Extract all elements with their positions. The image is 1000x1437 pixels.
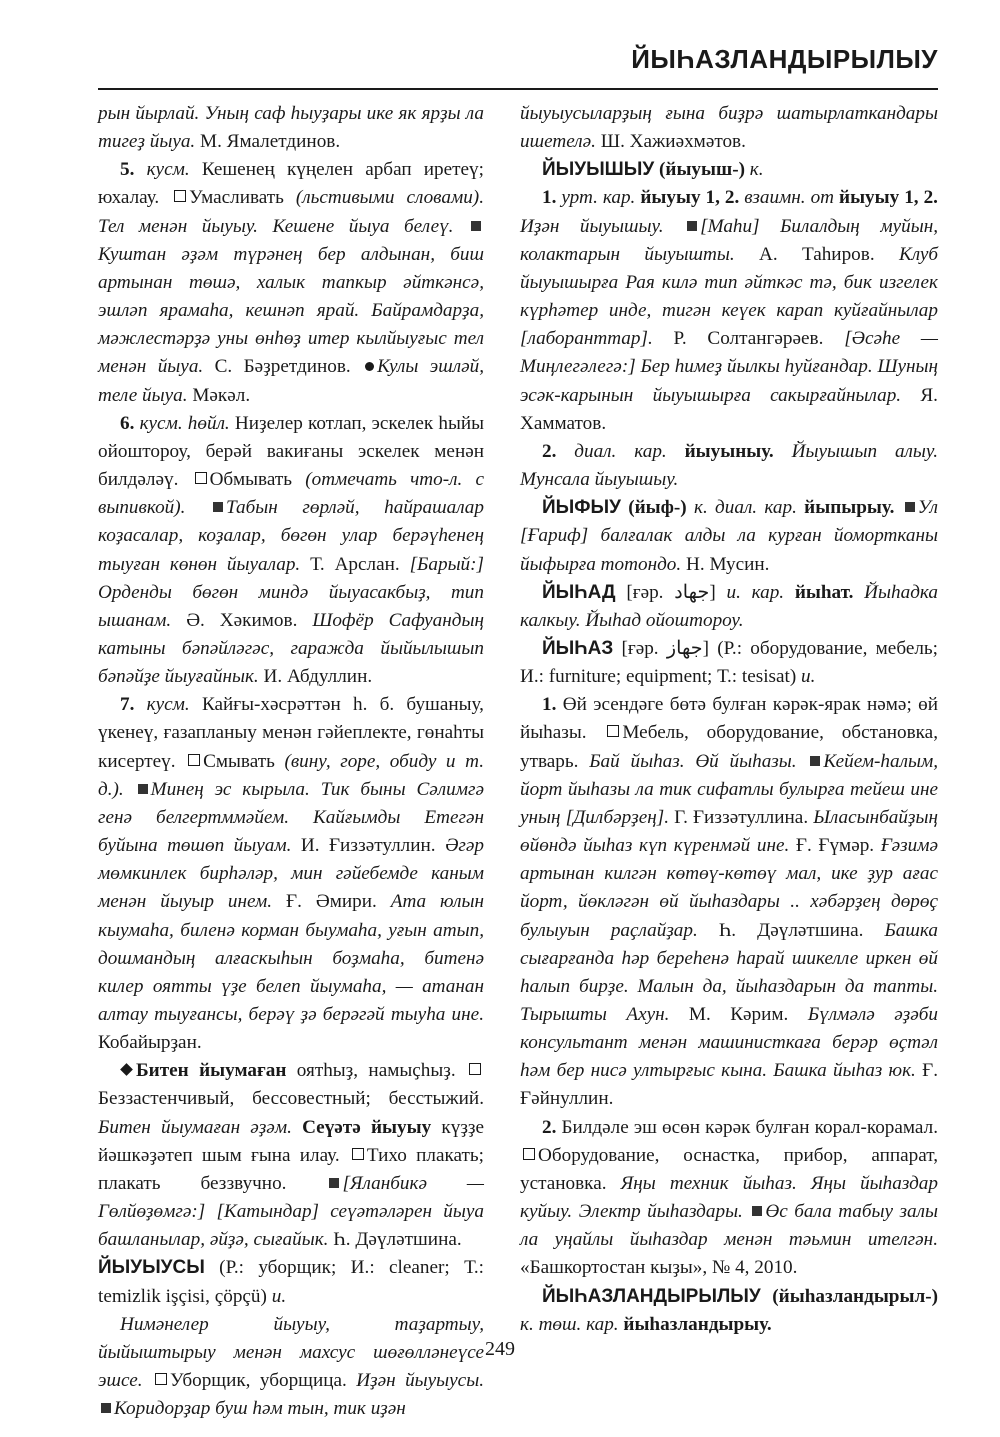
- translation-box-icon: [607, 725, 619, 737]
- example: Бай йыһаз. Өй йыһазы.: [589, 750, 797, 772]
- example-square-icon: [138, 784, 148, 794]
- definition: Кешенең күңелен арбап иретеү; юхалау.: [98, 159, 484, 209]
- label: и. кар.: [726, 581, 785, 603]
- idiom: Битен йыумаған: [136, 1060, 287, 1082]
- example: [Маһи] Билалдың муйын, колактарын йыуышты.: [520, 215, 939, 265]
- etymology: [ғәр.: [613, 637, 667, 659]
- label: кусм.: [134, 159, 190, 181]
- author: Ғ. Ғәйнуллин.: [520, 1060, 939, 1110]
- author: Я. Хамматов.: [520, 384, 938, 434]
- sense-2: [520, 438, 938, 494]
- author: М. Ямалетдинов.: [195, 131, 341, 153]
- definition: Билдәле эш өсөн кәрәк булған корал-корамал.: [556, 1116, 938, 1138]
- example: [Яланбикә — Гөлйөҙөмгә:] [Катындар] сеүәтәләрен йыуа башланылар, әйҙә, сығайык.: [98, 1172, 484, 1251]
- headword-entry: [520, 1283, 938, 1339]
- quote: рын йырлай. Уның саф һыуҙары ике як ярҙы ла тигеҙ йыуа.: [98, 103, 484, 153]
- example-square-icon: [329, 1178, 339, 1188]
- label: кусм. һөйл.: [134, 412, 230, 434]
- translation: Умасливать: [189, 187, 296, 209]
- sense-number: 7.: [120, 694, 135, 716]
- example: Яңы техник йыһаз. Яңы йыһаздар куйыу. Электр йыһаздары.: [520, 1172, 938, 1223]
- reference: йыпырыу.: [796, 497, 895, 519]
- author: Ә. Хәкимов.: [171, 609, 313, 631]
- arabic-word: جهاز: [666, 637, 703, 659]
- example: [Барый:] Орденды бөгөн миндә йыуасакбыҙ, тип ышанам.: [98, 553, 485, 631]
- sense-number: 1.: [542, 694, 557, 716]
- right-column: [520, 100, 938, 1339]
- translation: Обмывать: [209, 469, 306, 491]
- source: Кобайырҙан.: [98, 1032, 202, 1054]
- author: И. Абдуллин.: [258, 666, 373, 688]
- example: Ғәзимә артынан килгән көтөү-көтөү мал, ике ҙур ағас йорт, йөкләгән өй йыһаздары .. хәбәрҙең дөрөҫ булыуын раҫлайҙар.: [520, 835, 938, 941]
- translation-box-icon: [155, 1373, 167, 1385]
- sense-number: 6.: [120, 412, 135, 434]
- translation-box-icon: [523, 1148, 535, 1160]
- example-square-icon: [687, 221, 697, 231]
- sense-5: [98, 156, 484, 409]
- translation-note: (вину, горе, обиду и т. д.).: [98, 750, 484, 800]
- author: Һ. Дәүләтшина.: [328, 1229, 462, 1251]
- translation: Тихо плакать; плакать беззвучно.: [98, 1144, 484, 1194]
- example: Ыласынбайҙың өйөндә йыһаз күп күренмәй ине.: [520, 806, 938, 857]
- sense-number: 5.: [120, 159, 135, 181]
- translation: Уборщик, уборщица.: [169, 1370, 357, 1392]
- translation-box-icon: [188, 754, 200, 766]
- headword-entry: [520, 635, 938, 691]
- definition: күҙҙе йәшкәҙәтеп шым ғына илау.: [98, 1116, 484, 1166]
- example: Табын гөрләй, һайрашалар коҙасалар, коҙалар, бөгөн улар берәүһенең тыуған көнөн йыуалар.: [98, 497, 484, 575]
- example: Кейем-һалым, йорт йыһазы ла тик сифатлы булырға тейеш ине уның [Дилбәрҙең].: [520, 750, 938, 828]
- translation-box-icon: [469, 1063, 481, 1075]
- author: Н. Мусин.: [681, 553, 770, 575]
- author: Р. Солтангәрәев.: [652, 328, 845, 350]
- example: Башка сығарғанда һәр береһенә һарай шикелле иркен өй һалып бирҙе. Малын да, йыһаздарын да тапты. Тырышты Ахун.: [520, 919, 938, 1025]
- header-rule: [98, 88, 938, 90]
- sense-7: [98, 691, 484, 1057]
- sense-number: 2.: [542, 1116, 557, 1138]
- headword: ЙЫҺАД: [542, 581, 616, 603]
- page-number: 249: [485, 1338, 515, 1360]
- translation-note: (отмечать что-л. с выпивкой).: [98, 469, 484, 519]
- sense-number: 1.: [542, 187, 557, 209]
- translation: Беззастенчивый, бессовестный; бесстыжий.: [98, 1088, 484, 1110]
- example: [Әсәһе — Миңлегәлегә:] Бер һимеҙ йылкы һуйғандар. Шуның эсәк-карынын йыуышырға сакырғайнылар.: [520, 328, 939, 406]
- headword-entry: [520, 494, 938, 578]
- example: Йыһадка калкыу. Йыһад ойоштороу.: [520, 581, 939, 631]
- example: Клуб йыуышырға Рая килә тип әйткәс тә, бик изгелек күрһәтер инде, тигән кеүек карап куйғайнылар [лаборанттар].: [520, 243, 938, 350]
- definition: Өй эсендәге бөтә булған кәрәк-ярак нәмә; өй йыһазы.: [520, 694, 938, 744]
- example: Өс бала табыу залы ла уңайлы йыһаздар менән тәьмин ителгән.: [520, 1201, 938, 1251]
- definition: Кайғы-хәсрәттән һ. б. бушаныу, үкенеү, ғазапланыу менән гәйеплекте, гөнаһты кисертеү.: [98, 694, 484, 772]
- definition: Нимәнелер йыуыу, таҙартыу, йыйыштырыу менән махсус шөғөлләнеүсе эшсе.: [98, 1313, 484, 1392]
- author: М. Кәрим.: [669, 1004, 808, 1025]
- idiom-paragraph: [98, 1057, 484, 1254]
- label: кусм.: [134, 694, 190, 716]
- proverb-dot-icon: [365, 362, 374, 371]
- entry-paragraph: [520, 100, 938, 156]
- author: С. Бәҙретдинов.: [203, 356, 363, 378]
- reference: йыуыу 1, 2.: [834, 187, 938, 209]
- definition: Ниҙелер котлап, эскелек һыйы ойоштороу, берәй вакиғаны эскелек менән билдәләү.: [98, 412, 484, 491]
- headword: ЙЫУЫШЫУ: [542, 159, 655, 181]
- example: Битен йыумаған әҙәм.: [98, 1116, 292, 1138]
- definition-paragraph: [98, 1311, 484, 1424]
- author: Ғ. Әмири.: [272, 891, 391, 913]
- headword-entry: [520, 156, 938, 184]
- example: Ата юлын кыумаһа, биленә корман быумаһа, уғын атып, дошмандың алғаскыһын боҙмаһа, битенә килер оятты үҙе белеп йыумаһа, — атанан алтау тыуғансы, берәү ҙә берәгәй тыуһа ине.: [98, 891, 484, 1025]
- example: Минең эс кырыла. Тик быны Сәлимгә генә белгертммәйем. Кайғымды Етегән буйына төшөп йыуам.: [98, 778, 484, 857]
- example: Бүлмәлә әҙәби консультант менән машинисткаға берәр өҫтәл һәм бер нисә ултырғыс кына. Башка йыһаз юк.: [520, 1004, 938, 1082]
- translation: Мебель, оборудование, обстановка, утварь.: [520, 722, 938, 772]
- example-square-icon: [810, 756, 820, 766]
- translation-box-icon: [352, 1148, 364, 1160]
- label: к. диал. кар.: [693, 497, 797, 519]
- reference: йыуыу 1, 2.: [635, 187, 740, 209]
- stem: (йыф-): [620, 497, 694, 519]
- definition: оятһыҙ, намыҫһыҙ.: [286, 1060, 467, 1082]
- translation-note: (льстивыми словами). Тел менән йыуыу. Кешене йыуа белеү.: [98, 187, 484, 237]
- proverb: Кулы эшләй, теле йыуа.: [98, 356, 485, 406]
- stem: (йыһазландырыл-): [760, 1285, 938, 1307]
- reference: йыһат.: [784, 581, 854, 603]
- headword-entry: [98, 1254, 484, 1310]
- headword: ЙЫҺАЗЛАНДЫРЫЛЫУ: [542, 1285, 761, 1307]
- example: Куштан әҙәм түрәнең бер алдынан, биш артынан төшә, халык тапкыр әйткәнсә, эшләп ярамаһа, кешнәп ярай. Байрамдарҙа, мәжлестәрҙә уны өнһөҙ итер кылйыуғыс тел менән йыуа.: [98, 243, 484, 378]
- example: Коридорҙар буш һәм тын, тик иҙән: [114, 1398, 406, 1420]
- example-square-icon: [213, 502, 223, 512]
- sense-1: [520, 184, 938, 437]
- author: Г. Ғиззәтуллина.: [669, 806, 814, 828]
- left-column: [98, 100, 484, 1423]
- sense-1: [520, 691, 938, 1113]
- etymology: [ғәр.: [615, 581, 675, 603]
- sense-6: [98, 410, 484, 692]
- label: взаимн. от: [739, 187, 835, 209]
- translation: Смывать: [203, 750, 285, 772]
- example: Иҙән йыуышыу.: [520, 215, 664, 237]
- source: «Башкортостан кыҙы», № 4, 2010.: [520, 1257, 798, 1279]
- example: Иҙән йыуыусы.: [356, 1370, 484, 1392]
- label: урт. кар.: [556, 187, 636, 209]
- example: Шофёр Сафуандың катыны бәпәйләгәс, гаражда йыйылышып бәпәйҙе йыуғайнык.: [98, 609, 484, 688]
- author: Ш. Хажиәхмәтов.: [595, 131, 746, 153]
- label: к. төш. кар.: [520, 1313, 619, 1335]
- headword: ЙЫУЫУСЫ: [98, 1257, 205, 1279]
- translation-box-icon: [195, 472, 207, 484]
- example: Әгәр мөмкинлек бирһәләр, мин гәйебемде каным менән йыуыр инем.: [98, 835, 484, 913]
- part-of-speech: и.: [271, 1285, 287, 1307]
- example-square-icon: [471, 221, 481, 231]
- quote: йыуыусыларҙың ғына биҙрә шатырлаткандары ишетелә.: [520, 103, 938, 153]
- headword: ЙЫФЫУ: [542, 497, 621, 519]
- example: Йыуышып алыу. Мунсала йыуышыу.: [520, 440, 939, 491]
- translation: Оборудование, оснастка, прибор, аппарат, установка.: [520, 1144, 938, 1194]
- author: Ғ. Ғүмәр.: [789, 835, 881, 857]
- arabic-word: جهاد: [674, 581, 710, 603]
- part-of-speech: и.: [801, 666, 816, 688]
- headword-entry: [520, 579, 938, 635]
- sense-number: 2.: [542, 440, 557, 462]
- etymology: ] (Р.: оборудование, мебель; И.: furniture; equipment; Т.: tesisat): [520, 637, 938, 688]
- author: А. Таһиров.: [734, 243, 899, 265]
- part-of-speech: к.: [749, 159, 764, 181]
- source: Мәкәл.: [187, 384, 251, 406]
- author: Һ. Дәүләтшина.: [697, 919, 885, 941]
- author: И. Ғиззәтуллин.: [291, 835, 446, 857]
- sense-2: [520, 1114, 938, 1283]
- example: Ул [Ғариф] балғалак алды ла курған йомортканы йыфырға тотондо.: [520, 497, 939, 575]
- running-head: ЙЫҺАЗЛАНДЫРЫЛЫУ: [631, 44, 938, 74]
- reference: йыһазландырыу.: [618, 1313, 772, 1335]
- stem: (йыуыш-): [654, 159, 750, 181]
- example-square-icon: [101, 1403, 111, 1413]
- idiom: Сеүәтә йыуыу: [302, 1116, 432, 1138]
- translation-box-icon: [174, 190, 186, 202]
- example-square-icon: [905, 502, 915, 512]
- etymology: ]: [709, 581, 727, 603]
- label: диал. кар.: [556, 440, 667, 462]
- headword: ЙЫҺАЗ: [542, 637, 614, 659]
- author: Т. Арслан.: [300, 553, 410, 575]
- idiom-diamond-icon: [120, 1063, 133, 1076]
- example-square-icon: [752, 1206, 762, 1216]
- spacer: [292, 1117, 302, 1138]
- entry-paragraph: [98, 100, 484, 156]
- etymology: (Р.: уборщик; И.: cleaner; Т.: temizlik işçisi, çöpçü): [98, 1257, 484, 1307]
- reference: йыуыныу.: [666, 440, 774, 462]
